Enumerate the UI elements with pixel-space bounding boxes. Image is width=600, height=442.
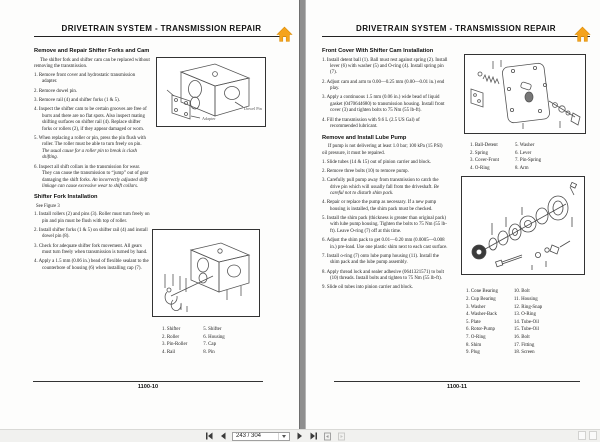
parts-list-item: 7. Pin-Spring — [514, 158, 542, 164]
steps-list — [322, 160, 448, 292]
manual-page-right — [306, 0, 600, 430]
toolbar-corner-icons — [578, 431, 597, 440]
steps-list — [34, 73, 150, 190]
page-title: DRIVETRAIN SYSTEM - TRANSMISSION REPAIR — [34, 24, 289, 37]
home-icon[interactable] — [276, 26, 293, 43]
page-divider — [299, 0, 306, 430]
step-item: 4. Fill the transmission with 9.6 L (2.5 US Gal) of recommended lubricant. — [322, 117, 420, 130]
parts-list-item: 3. Pin-Roller — [162, 342, 188, 348]
step-item: 1. Install detent ball (1). Ball must rest against spring (2). Install lever (6) with washer (5) and O-ring (4). Install spring pin (7). — [322, 57, 448, 76]
parts-list-shifter — [162, 326, 289, 356]
parts-list-item: 3. Cover-Front — [470, 158, 499, 164]
step-item: 4. Repair or replace the pump as necessary. If a new pump housing is installed, the shim pack must be checked. — [322, 200, 437, 212]
step-item: 3. Apply a continuous 1.5 mm (0.06 in.) wide bead of liquid gasket (0470644680) to transmission housing. Install front cover (3) and tighten bolts to 75 Nm (55 lb-ft). — [322, 95, 445, 114]
parts-list-lube-pump — [466, 288, 590, 356]
figure-label-dowel-pin: Dowel Pin — [244, 106, 262, 111]
section-title-remove-shifter-forks: Remove and Repair Shifter Forks and Cam — [34, 48, 150, 54]
last-page-button[interactable] — [309, 432, 318, 441]
step-item: 2. Remove dowel pin. — [34, 88, 78, 94]
step-item: 8. Apply thread lock and sealer adhesive (0641321571) to bolt (10) threads. Install bolts and tighten to 75 Nm (55 lb-ft). — [322, 269, 444, 282]
parts-list-item: 16. Bolt — [513, 334, 530, 340]
last-page-icon — [310, 432, 318, 440]
right-text-column — [322, 44, 448, 357]
page-number-footer: 1100-11 — [334, 381, 580, 390]
step-item: 3. Check for adequate shifter fork movement. All gears must turn freely when transmission is turned by hand. — [34, 243, 148, 256]
section-intro: The shifter fork and shifter cam can be replaced without removing the transmission. — [34, 57, 150, 69]
step-item: 6. Adjust the shim pack to get 0.01—0.20 mm (0.0005—0.008 in.) pre-load. Use one plastic shim next to each cast surface. — [322, 238, 448, 250]
step-item: 2. Install shifter forks (1 & 5) on shifter rail (4) and install dowel pin (8). — [34, 227, 148, 240]
parts-list-item: 5. Shifter — [203, 327, 222, 332]
step-item: 9. Slide oil tubes into pinion carrier and block. — [322, 285, 414, 291]
figure-front-cover — [464, 54, 586, 134]
step-item: 1. Install rollers (2) and pins (3). Roller must turn freely on pin and pin must be flush with top of roller. — [34, 212, 150, 224]
previous-page-icon — [219, 432, 227, 440]
parts-list-item: 2. Cup Bearing — [466, 296, 496, 302]
parts-list-item: 6. Rotor-Pump — [466, 327, 495, 333]
section-title-lube-pump: Remove and Install Lube Pump — [322, 134, 407, 141]
parts-list-front-cover — [470, 142, 590, 172]
section-title-shifter-fork-installation: Shifter Fork Installation — [34, 194, 98, 201]
steps-list — [34, 212, 150, 272]
figure-lube-pump — [461, 176, 585, 275]
parts-list-item: 13. O-Ring — [513, 312, 536, 318]
page-number-footer: 1100-10 — [33, 381, 263, 390]
parts-list-item: 9. Plug — [466, 350, 480, 356]
corner-icon[interactable] — [578, 431, 586, 440]
parts-list-item: 6. Lever — [514, 150, 532, 156]
step-item: 4. Inspect the shifter cam to be certain grooves are free of burrs and there are no flat spots. Also inspect mating shifting surfaces on shifter rail (4). Replace shifter forks or rollers (2), if they appear damaged or worn. — [34, 107, 147, 132]
figure-shifter-forks — [152, 229, 260, 317]
parts-list-item: 2. Roller — [162, 334, 180, 340]
previous-view-icon — [323, 432, 332, 441]
step-item: 5. Install the shim pack (thickness is greater than original pack) with lube pump housing. Tighten the bolts to 75 Nm (55 lb-ft). Leave O-ring (7) off at this time. — [322, 216, 447, 234]
page-dropdown-button[interactable] — [278, 433, 289, 440]
left-text-column — [34, 44, 150, 356]
parts-list-item: 15. Tube-Oil — [513, 327, 539, 333]
parts-list-item: 8. Pin — [203, 349, 215, 355]
page-number-field — [232, 432, 290, 441]
step-item: 3. Carefully pull pump away from transmission to catch the drive pin which will usually fall from the driveshaft. Be careful not to disturb shim pack. — [322, 178, 439, 197]
next-view-icon — [337, 432, 346, 441]
previous-view-button[interactable] — [323, 432, 332, 441]
step-item: 2. Adjust cam and arm to 0.00—0.25 mm (0.00—0.01 in.) end play. — [322, 79, 445, 92]
step-item: 2. Remove three bolts (10) to remove pump. — [322, 168, 409, 174]
manual-page-left — [0, 0, 299, 430]
parts-list-item: 3. Washer — [466, 304, 486, 310]
parts-list-item: 11. Housing — [513, 296, 538, 302]
dropdown-caret-icon — [282, 435, 286, 438]
step-item: 1. Remove front cover and hydrostatic transmission adapter. — [34, 72, 136, 85]
page-title: DRIVETRAIN SYSTEM - TRANSMISSION REPAIR — [322, 24, 590, 37]
parts-list-item: 18. Screen — [513, 350, 535, 356]
corner-icon[interactable] — [589, 431, 597, 440]
step-item: 3. Remove rail (4) and shifter forks (1 & 5). — [34, 97, 120, 103]
first-page-button[interactable] — [204, 432, 213, 441]
parts-list-item: 4. Washer-Back — [466, 312, 497, 318]
step-item: 5. When replacing a roller or pin, press the pin flush with roller. The roller must be able to turn freely on pin. The usual cause for a roller pin to break is clash shifting. — [34, 135, 146, 161]
parts-list-item: 6. Housing — [203, 334, 225, 340]
navigation-toolbar — [0, 429, 600, 442]
parts-list-item: 14. Tube-Oil — [513, 319, 539, 325]
parts-list-item: 5. Plate — [466, 319, 481, 325]
parts-list-item: 7. O-Ring — [466, 334, 486, 340]
parts-list-item: 12. Ring-Snap — [513, 304, 543, 310]
next-page-button[interactable] — [295, 432, 304, 441]
step-item: 1. Slide tubes (14 & 15) out of pinion carrier and block. — [322, 159, 432, 165]
previous-page-button[interactable] — [218, 432, 227, 441]
home-icon[interactable] — [574, 26, 591, 43]
parts-list-item: 10. Bolt — [513, 289, 530, 295]
section-intro: If pump is not delivering at least 1.0 bar; 100 kPa (15 PSI) oil pressure, it must be repaired. — [322, 144, 443, 156]
parts-list-item: 1. Cone Bearing — [466, 289, 498, 295]
parts-list-item: 5. Washer — [514, 143, 535, 148]
parts-list-item: 2. Spring — [470, 150, 488, 156]
figure-reference-note: See Figure 3 — [36, 203, 60, 209]
left-figure-column — [150, 44, 289, 356]
figure-transmission-housing — [156, 57, 266, 127]
step-item: 6. Inspect all shift collars in the transmission for wear. They can cause the transmission to “jump” out of gear damaging the shift forks. An incorrectly adjusted shift linkage can cause excessive wear to shift collars. — [34, 164, 149, 189]
first-page-icon — [205, 432, 213, 440]
step-item: 7. Install o-ring (7) onto lube pump housing (11). Install the shim pack and the lube pump assembly. — [322, 253, 439, 266]
next-page-icon — [296, 432, 304, 440]
right-figure-column — [448, 44, 590, 357]
page-number-input[interactable] — [233, 433, 278, 439]
parts-list-item: 1. Shifter — [162, 327, 181, 332]
parts-list-item: 1. Ball-Detent — [470, 143, 498, 148]
steps-list — [322, 58, 448, 131]
parts-list-item: 4. O-Ring — [470, 165, 490, 171]
next-view-button[interactable] — [337, 432, 346, 441]
parts-list-item: 17. Fitting — [513, 342, 535, 348]
step-item: 4. Apply a 1.5 mm (0.06 in.) bead of flexible sealant to the counterbore of housing (6) when installing cap (7). — [34, 259, 149, 271]
parts-list-item: 4. Rail — [162, 349, 176, 355]
parts-list-item: 7. Cap — [203, 342, 217, 348]
parts-list-item: 8. Shim — [466, 342, 482, 348]
figure-label-adapter: Adapter — [202, 116, 216, 121]
section-title-front-cover-installation: Front Cover With Shifter Cam Installation — [322, 48, 434, 54]
parts-list-item: 8. Arm — [514, 165, 529, 171]
